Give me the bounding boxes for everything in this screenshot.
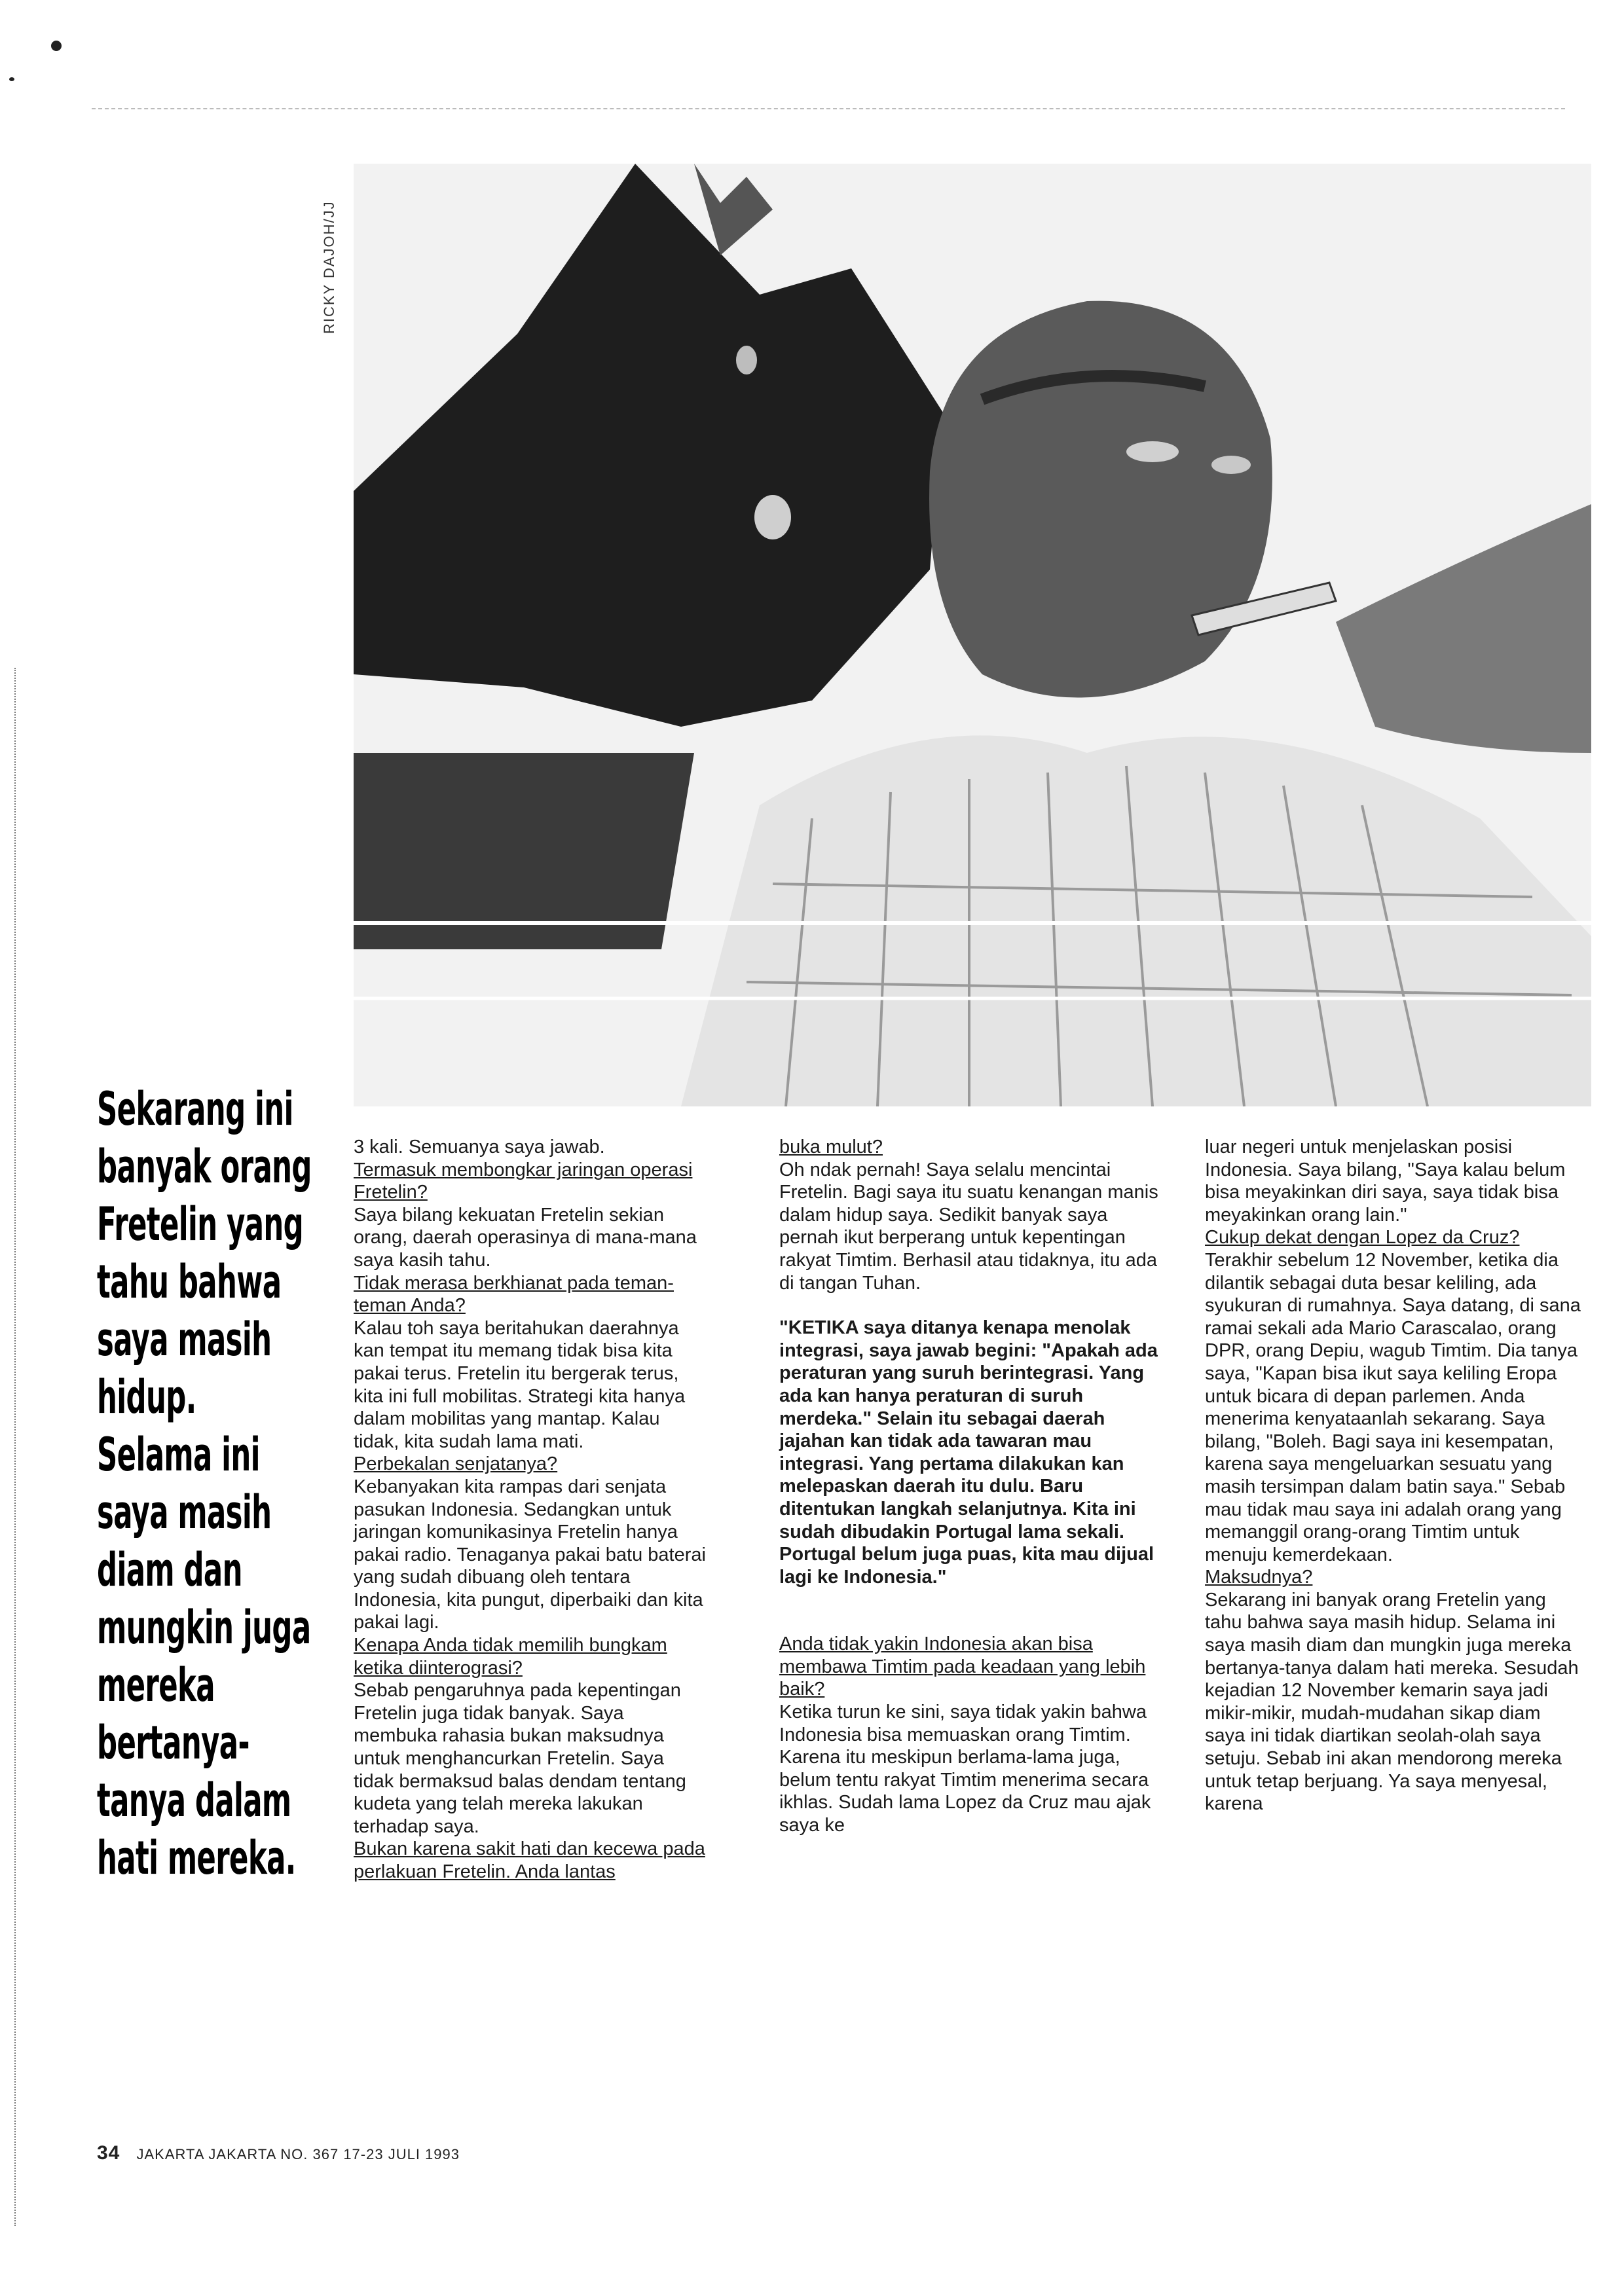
scan-artifact-line bbox=[92, 108, 1565, 109]
interview-question: Anda tidak yakin Indonesia akan bisa membawa Timtim pada keadaan yang lebih baik? bbox=[779, 1633, 1146, 1700]
article-column-3 bbox=[1205, 1136, 1585, 1815]
pull-quote: Sekarang ini banyak orang Fretelin yang tahu bahwa saya masih hidup. Selama ini saya masih diam dan mungkin juga mereka bertanya-tanya dalam hati mereka. bbox=[97, 1082, 312, 1885]
article-column-1 bbox=[354, 1136, 707, 1884]
highlighted-quote: "KETIKA saya ditanya kenapa menolak integrasi, saya jawab begini: "Apakah ada peraturan yang suruh berintegrasi. Yang ada kan hanya peraturan di suruh merdeka." Selain itu sebagai daerah jajahan kan tidak ada tawaran mau integrasi. Yang pertama dilakukan kan melepaskan daerah itu dulu. Baru ditentukan langkah selanjutnya. Kita ini sudah dibudakin Portugal lama sekali. Portugal belum juga puas, kita mau dijual lagi ke Indonesia." bbox=[779, 1317, 1158, 1588]
paragraph-gap bbox=[779, 1588, 1159, 1611]
interview-answer: Kebanyakan kita rampas dari senjata pasukan Indonesia. Sedangkan untuk jaringan komunikasinya Fretelin hanya pakai radio. Tenaganya pakai batu baterai yang sudah dibuang oleh tentara Indonesia, kita pungut, diperbaiki dan kita pakai lagi. bbox=[354, 1476, 706, 1633]
publication-info: JAKARTA JAKARTA NO. 367 17-23 JULI 1993 bbox=[136, 2146, 460, 2162]
interview-answer: Terakhir sebelum 12 November, ketika dia dilantik sebagai duta besar keliling, ada syukuran di rumahnya. Saya datang, di sana ramai sekali ada Mario Carascalao, orang DPR, orang Depiu, wagub Timtim. Dia tanya saya, "Kapan bisa ikut saya keliling Eropa untuk bicara di depan parlemen. Anda menerima kenyataanlah sekarang. Saya bilang, "Boleh. Bagi saya ini kesempatan, karena saya mengeluarkan sesuatu yang masih tersimpan dalam batin saya." Sebab mau tidak mau saya ini adalah orang yang memanggil orang-orang Timtim untuk menuju kemerdekaan. bbox=[1205, 1249, 1581, 1565]
interview-question: Termasuk membongkar jaringan operasi Fretelin? bbox=[354, 1159, 693, 1203]
interview-answer: Sebab pengaruhnya pada kepentingan Fretelin juga tidak banyak. Saya membuka rahasia bukan maksudnya untuk menghancurkan Fretelin. Saya tidak bermaksud balas dendam tentang kudeta yang telah mereka lakukan terhadap saya. bbox=[354, 1680, 686, 1837]
scan-speck bbox=[51, 41, 62, 51]
photo-illustration bbox=[354, 164, 1591, 1106]
interview-answer: Kalau toh saya beritahukan daerahnya kan tempat itu memang tidak bisa kita pakai terus. Fretelin itu bergerak terus, kita ini full mobilitas. Strategi kita hanya dalam mobilitas yang mantap. Kalau tidak, kita sudah lama mati. bbox=[354, 1317, 686, 1452]
interview-question: Perbekalan senjatanya? bbox=[354, 1453, 558, 1475]
article-column-2 bbox=[779, 1136, 1159, 1837]
interview-question: Cukup dekat dengan Lopez da Cruz? bbox=[1205, 1227, 1520, 1248]
interview-answer: Sekarang ini banyak orang Fretelin yang tahu bahwa saya masih hidup. Selama ini saya masih diam dan mungkin juga mereka bertanya-tanya dalam hati mereka. Sesudah kejadian 12 November kemarin saya jadi mikir-mikir, mudah-mudahan sikap diam saya ini tidak diartikan seolah-olah saya setuju. Sebab ini akan mendorong mereka untuk tetap berjuang. Ya saya menyesal, karena bbox=[1205, 1589, 1579, 1815]
paragraph-gap bbox=[779, 1294, 1159, 1317]
interview-question: Bukan karena sakit hati dan kecewa pada perlakuan Fretelin. Anda lantas bbox=[354, 1838, 705, 1882]
interview-answer: Saya bilang kekuatan Fretelin sekian orang, daerah operasinya di mana-mana saya kasih tahu. bbox=[354, 1204, 697, 1271]
interview-question: buka mulut? bbox=[779, 1137, 883, 1157]
interview-answer: Oh ndak pernah! Saya selalu mencintai Fretelin. Bagi saya itu suatu kenangan manis dalam hidup saya. Sedikit banyak saya pernah ikut berperang untuk kepentingan rakyat Timtim. Berhasil atau tidaknya, itu ada di tangan Tuhan. bbox=[779, 1159, 1158, 1294]
interview-question: Kenapa Anda tidak memilih bungkam ketika diinterograsi? bbox=[354, 1635, 667, 1679]
interview-question: Maksudnya? bbox=[1205, 1567, 1313, 1588]
photo-credit: RICKY DAJOH/JJ bbox=[321, 200, 337, 334]
article-photo bbox=[354, 164, 1591, 1106]
scan-edge-line bbox=[14, 668, 17, 2226]
page-footer bbox=[97, 2142, 460, 2164]
interview-answer: Ketika turun ke sini, saya tidak yakin bahwa Indonesia bisa memuaskan orang Timtim. Karena itu meskipun berlama-lama juga, belum tentu rakyat Timtim menerima secara ikhlas. Sudah lama Lopez da Cruz mau ajak saya ke bbox=[779, 1702, 1151, 1836]
interview-answer: 3 kali. Semuanya saya jawab. bbox=[354, 1137, 605, 1157]
interview-answer: luar negeri untuk menjelaskan posisi Indonesia. Saya bilang, "Saya kalau belum bisa meyakinkan diri saya, saya tidak bisa meyakinkan orang lain." bbox=[1205, 1137, 1566, 1226]
page-number: 34 bbox=[97, 2142, 120, 2164]
scan-speck bbox=[9, 77, 14, 81]
interview-question: Tidak merasa berkhianat pada teman-teman Anda? bbox=[354, 1272, 674, 1317]
paragraph-gap bbox=[779, 1611, 1159, 1633]
